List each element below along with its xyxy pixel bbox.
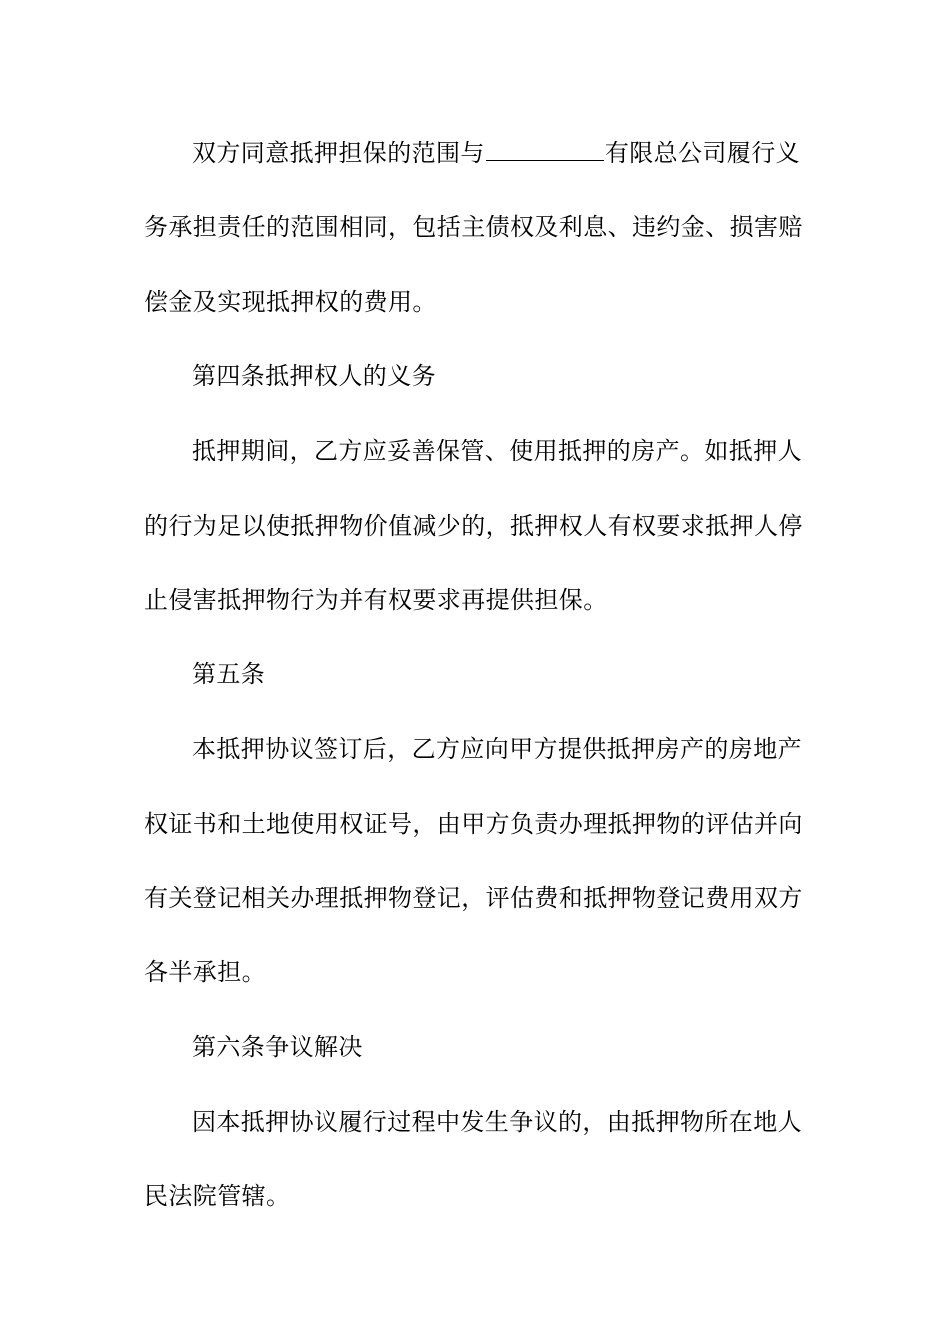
paragraph-dispute-line-1: 因本抵押协议履行过程中发生争议的，由抵押物所在地人 (192, 1108, 802, 1136)
paragraph-registration-line-3: 有关登记相关办理抵押物登记，评估费和抵押物登记费用双方 (144, 884, 803, 912)
paragraph-scope-line-1 (192, 136, 806, 170)
scope-text-after-blank: 有限总公司履行义 (604, 139, 801, 167)
scope-text-before-blank: 双方同意抵押担保的范围与 (192, 139, 485, 167)
paragraph-registration-line-2: 权证书和土地使用权证号，由甲方负责办理抵押物的评估并向 (144, 810, 803, 838)
article-5-heading: 第五条 (192, 660, 266, 688)
article-4-heading: 第四条抵押权人的义务 (192, 362, 436, 390)
paragraph-scope-line-3: 偿金及实现抵押权的费用。 (144, 288, 437, 316)
paragraph-obligation-line-1: 抵押期间，乙方应妥善保管、使用抵押的房产。如抵押人 (192, 437, 802, 465)
paragraph-dispute-line-2: 民法院管辖。 (144, 1182, 291, 1210)
paragraph-obligation-line-2: 的行为足以使抵押物价值减少的，抵押权人有权要求抵押人停 (144, 512, 803, 540)
paragraph-scope-line-2: 务承担责任的范围相同，包括主债权及利息、违约金、损害赔 (144, 213, 803, 241)
paragraph-registration-line-4: 各半承担。 (144, 958, 266, 986)
company-name-blank (486, 140, 604, 161)
paragraph-registration-line-1: 本抵押协议签订后，乙方应向甲方提供抵押房产的房地产 (192, 735, 802, 763)
paragraph-obligation-line-3: 止侵害抵押物行为并有权要求再提供担保。 (144, 586, 608, 614)
article-6-heading: 第六条争议解决 (192, 1033, 363, 1061)
